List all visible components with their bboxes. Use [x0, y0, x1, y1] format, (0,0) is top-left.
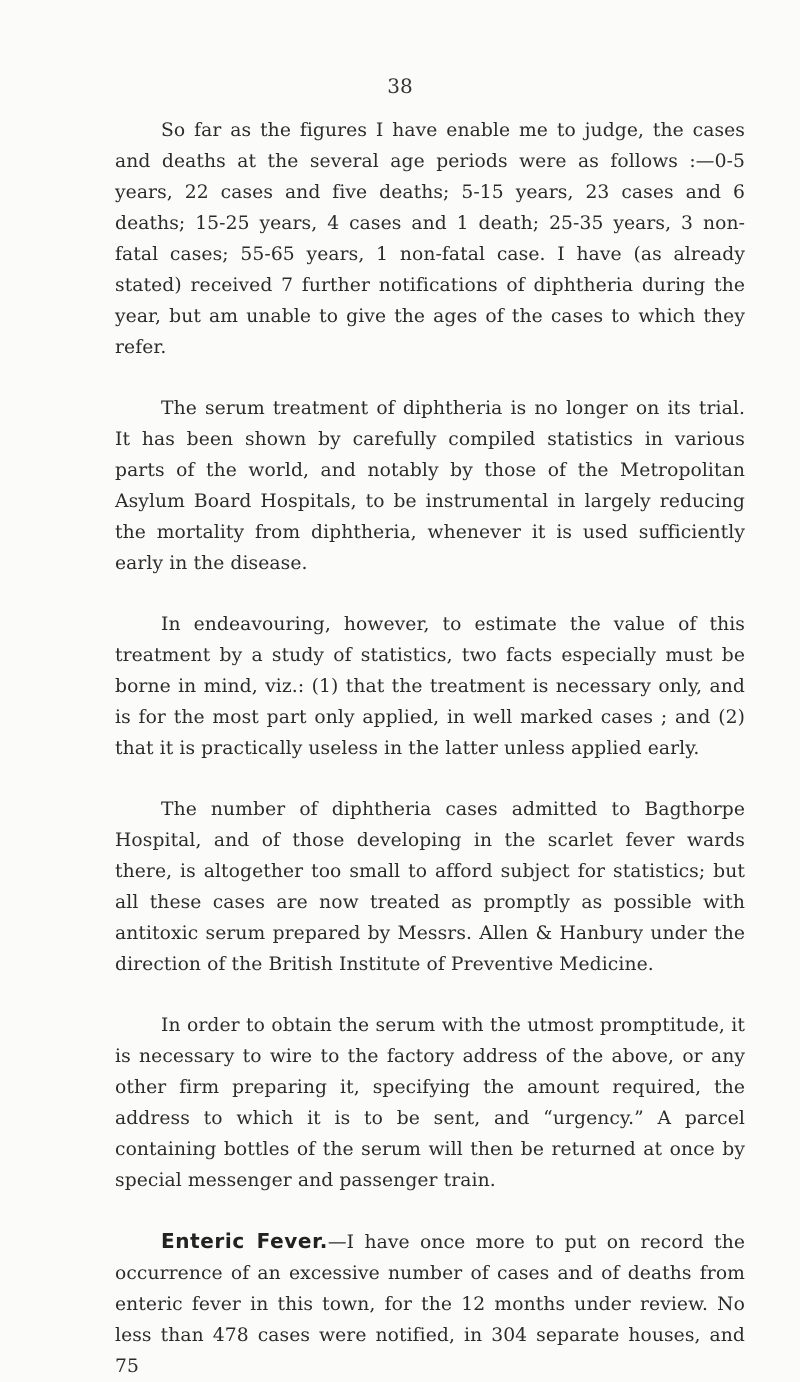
paragraph-enteric-fever — [115, 1226, 745, 1382]
body-text — [115, 115, 745, 1382]
paragraph-serum-treatment: The serum treatment of diphtheria is no longer on its trial. It has been shown by carefully compiled statistics in various parts of the world, and notably by those of the Metropolitan Asylum Board Hospitals, to be instrumental in largely reducing the mortality from diphtheria, whenever it is used sufficiently early in the disease. — [115, 398, 745, 574]
paragraph-age-periods: So far as the figures I have enable me to judge, the cases and deaths at the several age periods were as follows :—0-5 years, 22 cases and five deaths; 5-15 years, 23 cases and 6 deaths; 15-25 years, 4 cases and 1 death; 25-35 years, 3 non-fatal cases; 55-65 years, 1 non-fatal case. I have (as already stated) received 7 further notifications of diphtheria during the year, but am unable to give the ages of the cases to which they refer. — [115, 120, 745, 358]
enteric-fever-text: —I have once more to put on record the occurrence of an excessive number of cases and of deaths from enteric fever in this town, for the 12 months under review. No less than 478 cases were notified, in 304 separate houses, and 75 — [115, 1232, 745, 1377]
page-number: 38 — [387, 74, 413, 98]
paragraph-bagthorpe-hospital: The number of diphtheria cases admitted to Bagthorpe Hospital, and of those developing in the scarlet fever wards there, is altogether too small to afford subject for statistics; but all these cases are now treated as promptly as possible with antitoxic serum prepared by Messrs. Allen & Hanbury under the direction of the British Institute of Preventive Medicine. — [115, 799, 745, 975]
paragraph-statistics: In endeavouring, however, to estimate the value of this treatment by a study of statistics, two facts especially must be borne in mind, viz.: (1) that the treatment is necessary only, and is for the most part only applied, in well marked cases ; and (2) that it is practically useless in the latter unless applied early. — [115, 614, 745, 759]
paragraph-obtaining-serum: In order to obtain the serum with the utmost promptitude, it is necessary to wire to the factory address of the above, or any other firm preparing it, specifying the amount required, the address to which it is to be sent, and “urgency.” A parcel containing bottles of the serum will then be returned at once by special messenger and passenger train. — [115, 1015, 745, 1191]
section-heading-enteric-fever: Enteric Fever. — [161, 1229, 328, 1253]
